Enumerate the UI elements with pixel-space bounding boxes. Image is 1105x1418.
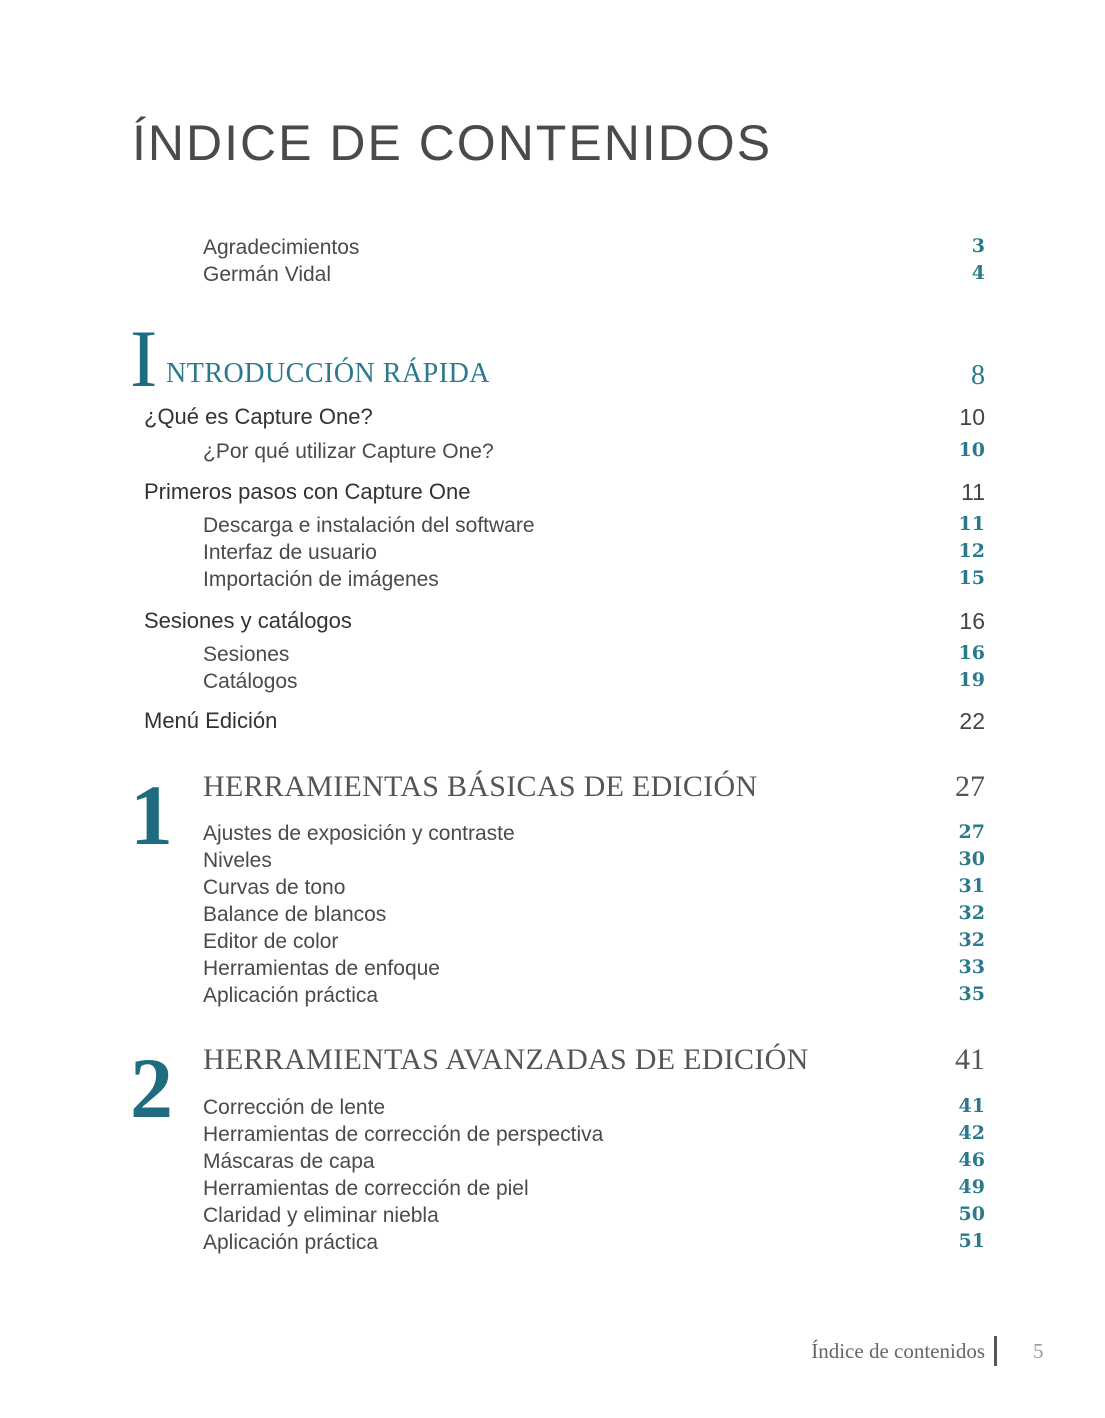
toc-entry-label: Ajustes de exposición y contraste: [203, 822, 515, 845]
toc-entry-page: 46: [958, 1149, 985, 1171]
toc-entry-page: 31: [958, 875, 985, 897]
toc-entry[interactable]: [0, 985, 985, 1015]
toc-entry-label: Interfaz de usuario: [203, 541, 377, 564]
toc-entry-label: ¿Por qué utilizar Capture One?: [203, 440, 494, 463]
footer-page-number: 5: [1033, 1339, 1044, 1363]
toc-entry[interactable]: [0, 1205, 985, 1235]
toc-entry[interactable]: [0, 264, 985, 294]
toc-section[interactable]: [0, 406, 985, 436]
toc-entry-label: Catálogos: [203, 670, 298, 693]
toc-entry[interactable]: [0, 850, 985, 880]
toc-entry-page: 50: [958, 1203, 985, 1225]
toc-entry[interactable]: [0, 644, 985, 674]
intro-heading[interactable]: NTRODUCCIÓN RÁPIDA: [166, 358, 491, 389]
toc-entry-label: Descarga e instalación del software: [203, 514, 535, 537]
chapter-title[interactable]: HERRAMIENTAS BÁSICAS DE EDICIÓN: [203, 770, 758, 803]
toc-entry[interactable]: [0, 931, 985, 961]
toc-entry-label: Editor de color: [203, 930, 339, 953]
toc-entry-page: 42: [958, 1122, 985, 1144]
toc-entry-page: 10: [958, 439, 985, 461]
toc-entry-label: Claridad y eliminar niebla: [203, 1204, 439, 1227]
toc-entry-label: Máscaras de capa: [203, 1150, 375, 1173]
toc-entry[interactable]: [0, 877, 985, 907]
toc-section-label: ¿Qué es Capture One?: [144, 404, 373, 429]
toc-entry-page: 27: [958, 821, 985, 843]
toc-entry[interactable]: [0, 958, 985, 988]
toc-section-label: Primeros pasos con Capture One: [144, 479, 471, 504]
toc-section[interactable]: [0, 710, 985, 740]
toc-entry-page: 19: [958, 669, 985, 691]
toc-entry[interactable]: [0, 904, 985, 934]
toc-entry-label: Herramientas de corrección de perspectiva: [203, 1123, 604, 1146]
toc-entry-page: 11: [958, 513, 985, 535]
toc-entry-page: 12: [958, 540, 985, 562]
toc-entry[interactable]: [0, 1232, 985, 1262]
toc-entry-label: Herramientas de enfoque: [203, 957, 440, 980]
toc-entry-label: Sesiones: [203, 643, 290, 666]
toc-section-page: 22: [959, 708, 985, 734]
toc-section[interactable]: [0, 481, 985, 511]
toc-section-page: 16: [959, 608, 985, 634]
toc-entry[interactable]: [0, 1178, 985, 1208]
toc-entry-page: 35: [958, 983, 985, 1005]
toc-section-label: Menú Edición: [144, 708, 278, 733]
toc-section[interactable]: [0, 610, 985, 640]
toc-entry[interactable]: [0, 671, 985, 701]
toc-entry-label: Niveles: [203, 849, 272, 872]
chapter-number: 2: [130, 1040, 173, 1136]
toc-section-page: 11: [961, 479, 985, 505]
footer-divider: [994, 1336, 997, 1366]
toc-entry[interactable]: [0, 569, 985, 599]
toc-entry-label: Corrección de lente: [203, 1096, 386, 1119]
toc-entry[interactable]: [0, 1124, 985, 1154]
chapter-number: 1: [130, 767, 173, 863]
toc-entry-page: 4: [971, 262, 985, 284]
toc-entry-label: Germán Vidal: [203, 263, 332, 286]
toc-entry-page: 15: [958, 567, 985, 589]
toc-entry-label: Agradecimientos: [203, 236, 360, 259]
toc-entry-page: 41: [958, 1095, 985, 1117]
chapter-page-number: 27: [955, 770, 985, 803]
chapter-title[interactable]: HERRAMIENTAS AVANZADAS DE EDICIÓN: [203, 1043, 809, 1076]
toc-entry-label: Importación de imágenes: [203, 568, 439, 591]
toc-entry-label: Herramientas de corrección de piel: [203, 1177, 529, 1200]
toc-entry-page: 3: [971, 235, 985, 257]
toc-entry[interactable]: [0, 823, 985, 853]
toc-entry-page: 33: [958, 956, 985, 978]
toc-entry-page: 32: [958, 902, 985, 924]
toc-entry-label: Aplicación práctica: [203, 1231, 379, 1254]
toc-entry-page: 16: [958, 642, 985, 664]
toc-entry-page: 49: [958, 1176, 985, 1198]
chapter-page-number: 41: [955, 1043, 985, 1076]
toc-entry-page: 32: [958, 929, 985, 951]
toc-section-label: Sesiones y catálogos: [144, 608, 352, 633]
toc-entry[interactable]: [0, 542, 985, 572]
toc-entry-page: 30: [958, 848, 985, 870]
intro-dropcap: I: [130, 313, 158, 404]
toc-entry[interactable]: [0, 441, 985, 471]
toc-section-page: 10: [959, 404, 985, 430]
toc-entry-label: Aplicación práctica: [203, 984, 379, 1007]
toc-entry[interactable]: [0, 237, 985, 267]
toc-entry-label: Curvas de tono: [203, 876, 346, 899]
page-title: ÍNDICE DE CONTENIDOS: [132, 115, 773, 171]
toc-entry-label: Balance de blancos: [203, 903, 387, 926]
toc-entry-page: 51: [958, 1230, 985, 1252]
footer-label: Índice de contenidos: [811, 1339, 985, 1363]
toc-entry[interactable]: [0, 515, 985, 545]
intro-page-number: 8: [971, 360, 985, 391]
